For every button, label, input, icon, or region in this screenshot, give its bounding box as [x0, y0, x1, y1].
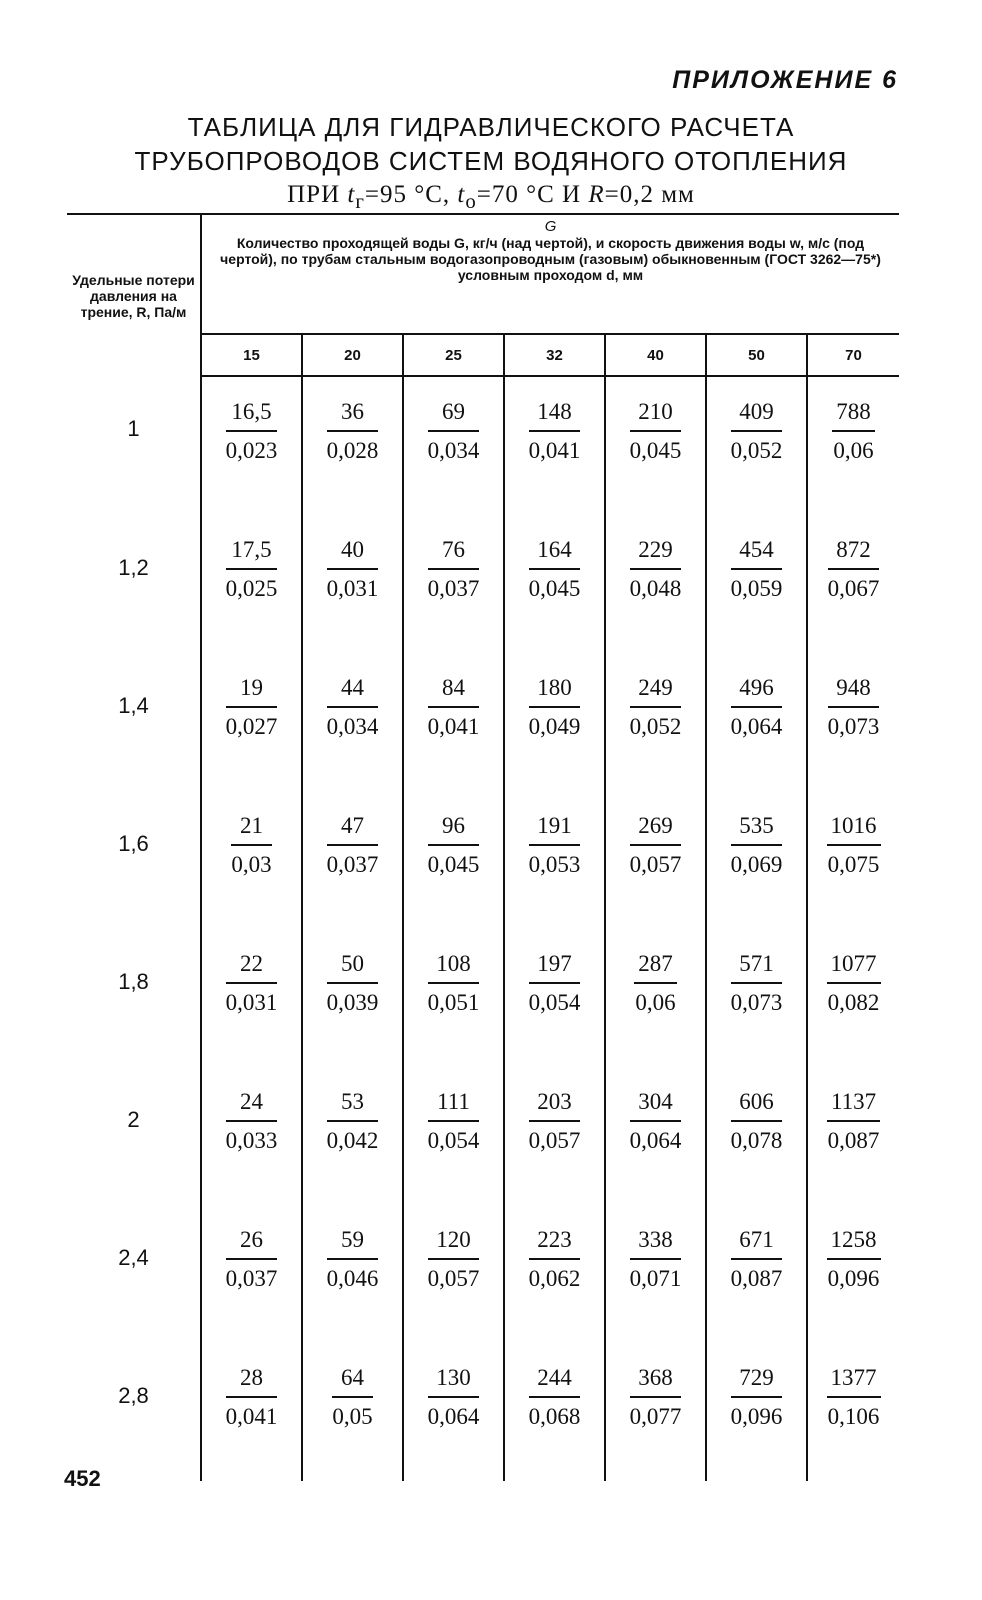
- group-header: [201, 214, 899, 334]
- water-velocity: 0,071: [629, 1266, 682, 1291]
- flow-fraction: [529, 535, 581, 604]
- hydraulic-table: [67, 213, 899, 1481]
- flow-rate: 197: [529, 949, 581, 984]
- water-velocity: 0,096: [730, 1404, 783, 1429]
- page-title: [0, 110, 982, 218]
- flow-rate: 164: [529, 535, 581, 570]
- flow-rate: 59: [327, 1225, 379, 1260]
- appendix-label: ПРИЛОЖЕНИЕ 6: [672, 66, 898, 94]
- flow-rate: 872: [828, 535, 880, 570]
- table-cell: [605, 376, 706, 515]
- flow-rate: 368: [630, 1363, 682, 1398]
- flow-rate: 17,5: [226, 535, 278, 570]
- table-cell: [706, 1205, 807, 1343]
- water-velocity: 0,068: [528, 1404, 581, 1429]
- table-cell: [201, 376, 302, 515]
- flow-rate: 223: [529, 1225, 581, 1260]
- t-supply-value: =95 °C,: [364, 181, 458, 208]
- flow-fraction: [630, 1363, 682, 1432]
- water-velocity: 0,082: [827, 990, 880, 1015]
- flow-fraction: [827, 1363, 881, 1432]
- table-cell: [807, 791, 899, 929]
- water-velocity: 0,064: [427, 1404, 480, 1429]
- table-cell: [605, 653, 706, 791]
- group-header-text: Количество проходящей воды G, кг/ч (над чертой), и скорость движения воды w, м/с (под чертой), по трубам стальным водогазопроводным (газовым) обыкновенным (ГОСТ 3262—75*) условным проходом d, мм: [220, 235, 881, 283]
- flow-rate: 24: [226, 1087, 278, 1122]
- flow-rate: 84: [428, 673, 480, 708]
- flow-rate: 729: [731, 1363, 783, 1398]
- table-cell: [504, 1067, 605, 1205]
- flow-fraction: [428, 1363, 480, 1432]
- flow-fraction: [731, 949, 783, 1018]
- t-supply-symbol: t: [347, 181, 356, 208]
- table-cell: [201, 1343, 302, 1481]
- flow-fraction: [827, 1087, 880, 1156]
- roughness-value: =0,2 мм: [604, 181, 695, 208]
- flow-fraction: [731, 811, 783, 880]
- water-velocity: 0,037: [326, 852, 379, 877]
- table-cell: [201, 929, 302, 1067]
- flow-rate: 50: [327, 949, 379, 984]
- page-number: 452: [64, 1466, 101, 1491]
- flow-rate: 76: [428, 535, 480, 570]
- flow-fraction: [327, 811, 379, 880]
- flow-rate: 111: [428, 1087, 480, 1122]
- flow-rate: 26: [226, 1225, 278, 1260]
- flow-rate: 203: [529, 1087, 581, 1122]
- table-cell: [605, 1067, 706, 1205]
- flow-fraction: [226, 397, 278, 466]
- t-return-value: =70 °C И: [476, 181, 589, 208]
- title-line-2: ТРУБОПРОВОДОВ СИСТЕМ ВОДЯНОГО ОТОПЛЕНИЯ: [134, 146, 848, 176]
- water-velocity: 0,057: [427, 1266, 480, 1291]
- flow-rate: 1077: [827, 949, 881, 984]
- table-cell: [201, 791, 302, 929]
- flow-fraction: [327, 397, 379, 466]
- water-velocity: 0,046: [326, 1266, 379, 1291]
- flow-fraction: [827, 811, 881, 880]
- table-cell: [302, 791, 403, 929]
- water-velocity: 0,03: [231, 852, 272, 877]
- flow-fraction: [630, 1087, 682, 1156]
- water-velocity: 0,064: [629, 1128, 682, 1153]
- flow-rate: 210: [630, 397, 682, 432]
- flow-rate: 36: [327, 397, 379, 432]
- flow-fraction: [226, 1225, 278, 1294]
- t-supply-sub: г: [355, 189, 365, 213]
- flow-fraction: [327, 949, 379, 1018]
- flow-fraction: [630, 673, 682, 742]
- flow-rate: 108: [428, 949, 480, 984]
- water-velocity: 0,06: [635, 990, 676, 1015]
- flow-fraction: [529, 1225, 581, 1294]
- flow-fraction: [332, 1363, 372, 1432]
- water-velocity: 0,059: [730, 576, 783, 601]
- diameter-header: 40: [605, 334, 706, 376]
- water-velocity: 0,027: [225, 714, 278, 739]
- water-velocity: 0,031: [225, 990, 278, 1015]
- water-velocity: 0,023: [225, 438, 278, 463]
- flow-fraction: [226, 535, 278, 604]
- flow-rate: 269: [630, 811, 682, 846]
- table-cell: [807, 376, 899, 515]
- table-cell: [706, 929, 807, 1067]
- water-velocity: 0,073: [827, 714, 880, 739]
- table-cell: [201, 1205, 302, 1343]
- water-velocity: 0,064: [730, 714, 783, 739]
- flow-fraction: [731, 1087, 783, 1156]
- pressure-loss-value: 1,2: [67, 515, 201, 653]
- water-velocity: 0,054: [528, 990, 581, 1015]
- flow-rate: 788: [832, 397, 875, 432]
- water-velocity: 0,045: [528, 576, 581, 601]
- water-velocity: 0,025: [225, 576, 278, 601]
- water-velocity: 0,057: [528, 1128, 581, 1153]
- pressure-loss-value: 2,4: [67, 1205, 201, 1343]
- table-cell: [403, 1067, 504, 1205]
- flow-rate: 229: [630, 535, 682, 570]
- water-velocity: 0,031: [326, 576, 379, 601]
- flow-rate: 338: [630, 1225, 682, 1260]
- flow-fraction: [731, 1225, 783, 1294]
- flow-rate: 47: [327, 811, 379, 846]
- title-prefix: ПРИ: [287, 181, 348, 208]
- table-cell: [403, 376, 504, 515]
- table-cell: [504, 1343, 605, 1481]
- table-row: [67, 929, 899, 1067]
- flow-fraction: [231, 811, 271, 880]
- table-row: [67, 1343, 899, 1481]
- water-velocity: 0,041: [225, 1404, 278, 1429]
- flow-rate: 40: [327, 535, 379, 570]
- table-cell: [302, 1343, 403, 1481]
- flow-fraction: [529, 811, 581, 880]
- flow-rate: 671: [731, 1225, 783, 1260]
- title-line-3: [0, 178, 982, 218]
- water-velocity: 0,048: [629, 576, 682, 601]
- water-velocity: 0,051: [427, 990, 480, 1015]
- table-cell: [201, 1067, 302, 1205]
- flow-rate: 19: [226, 673, 278, 708]
- roughness-symbol: R: [588, 181, 605, 208]
- pressure-loss-value: 1,8: [67, 929, 201, 1067]
- flow-rate: 409: [731, 397, 783, 432]
- flow-fraction: [630, 811, 682, 880]
- flow-fraction: [428, 811, 480, 880]
- diameter-header: 50: [706, 334, 807, 376]
- flow-fraction: [428, 1225, 480, 1294]
- table-row: [67, 791, 899, 929]
- flow-rate: 44: [327, 673, 379, 708]
- flow-rate: 1016: [827, 811, 881, 846]
- flow-rate: 22: [226, 949, 278, 984]
- water-velocity: 0,042: [326, 1128, 379, 1153]
- flow-rate: 304: [630, 1087, 682, 1122]
- water-velocity: 0,049: [528, 714, 581, 739]
- water-velocity: 0,052: [629, 714, 682, 739]
- table-cell: [201, 515, 302, 653]
- water-velocity: 0,078: [730, 1128, 783, 1153]
- water-velocity: 0,034: [326, 714, 379, 739]
- table-cell: [706, 653, 807, 791]
- flow-fraction: [529, 949, 581, 1018]
- flow-rate: 130: [428, 1363, 480, 1398]
- flow-fraction: [731, 397, 783, 466]
- pressure-loss-value: 1: [67, 376, 201, 515]
- flow-rate: 120: [428, 1225, 480, 1260]
- pressure-loss-value: 1,4: [67, 653, 201, 791]
- flow-fraction: [634, 949, 677, 1018]
- table-cell: [403, 515, 504, 653]
- water-velocity: 0,045: [427, 852, 480, 877]
- table-row: [67, 515, 899, 653]
- pressure-loss-value: 2,8: [67, 1343, 201, 1481]
- flow-fraction: [731, 535, 783, 604]
- flow-fraction: [428, 1087, 480, 1156]
- flow-rate: 180: [529, 673, 581, 708]
- flow-fraction: [428, 397, 480, 466]
- flow-rate: 148: [529, 397, 581, 432]
- water-velocity: 0,106: [827, 1404, 880, 1429]
- table-cell: [706, 376, 807, 515]
- table-row: [67, 1067, 899, 1205]
- flow-fraction: [327, 535, 379, 604]
- table-cell: [605, 929, 706, 1067]
- title-line-1: ТАБЛИЦА ДЛЯ ГИДРАВЛИЧЕСКОГО РАСЧЕТА: [187, 112, 795, 142]
- table-cell: [302, 1205, 403, 1343]
- table-cell: [403, 791, 504, 929]
- flow-fraction: [828, 535, 880, 604]
- row-header: Удельные потери давления на трение, R, Па/м: [67, 214, 201, 376]
- flow-fraction: [828, 673, 880, 742]
- flow-fraction: [327, 673, 379, 742]
- water-velocity: 0,067: [827, 576, 880, 601]
- table-cell: [504, 515, 605, 653]
- flow-rate: 606: [731, 1087, 783, 1122]
- water-velocity: 0,069: [730, 852, 783, 877]
- flow-fraction: [428, 535, 480, 604]
- flow-rate: 53: [327, 1087, 379, 1122]
- flow-rate: 1137: [827, 1087, 880, 1122]
- water-velocity: 0,037: [427, 576, 480, 601]
- flow-fraction: [827, 1225, 881, 1294]
- water-velocity: 0,075: [827, 852, 880, 877]
- flow-fraction: [827, 949, 881, 1018]
- table-cell: [706, 1343, 807, 1481]
- table-cell: [706, 791, 807, 929]
- flow-fraction: [630, 1225, 682, 1294]
- water-velocity: 0,037: [225, 1266, 278, 1291]
- flow-fraction: [731, 673, 783, 742]
- table-cell: [807, 653, 899, 791]
- table-cell: [403, 1205, 504, 1343]
- diameter-header: 15: [201, 334, 302, 376]
- table-cell: [706, 515, 807, 653]
- diameter-header: 25: [403, 334, 504, 376]
- table-cell: [403, 929, 504, 1067]
- table-row: [67, 1205, 899, 1343]
- water-velocity: 0,05: [332, 1404, 373, 1429]
- flow-rate: 244: [529, 1363, 581, 1398]
- water-velocity: 0,057: [629, 852, 682, 877]
- flow-fraction: [529, 397, 581, 466]
- table-cell: [302, 1067, 403, 1205]
- water-velocity: 0,073: [730, 990, 783, 1015]
- flow-fraction: [529, 1363, 581, 1432]
- table-cell: [504, 929, 605, 1067]
- pressure-loss-value: 2: [67, 1067, 201, 1205]
- flow-rate: 21: [231, 811, 271, 846]
- flow-fraction: [731, 1363, 783, 1432]
- flow-fraction: [226, 673, 278, 742]
- table-row: [67, 653, 899, 791]
- diameter-header: 20: [302, 334, 403, 376]
- flow-rate: 1258: [827, 1225, 881, 1260]
- water-velocity: 0,039: [326, 990, 379, 1015]
- table-cell: [605, 515, 706, 653]
- table-row: [67, 376, 899, 515]
- pressure-loss-value: 1,6: [67, 791, 201, 929]
- table-cell: [605, 1205, 706, 1343]
- water-velocity: 0,087: [827, 1128, 880, 1153]
- table-cell: [807, 1205, 899, 1343]
- water-velocity: 0,033: [225, 1128, 278, 1153]
- flow-rate: 454: [731, 535, 783, 570]
- table-cell: [504, 653, 605, 791]
- flow-rate: 1377: [827, 1363, 881, 1398]
- water-velocity: 0,077: [629, 1404, 682, 1429]
- water-velocity: 0,06: [833, 438, 874, 463]
- table-cell: [504, 1205, 605, 1343]
- flow-rate: 69: [428, 397, 480, 432]
- flow-rate: 948: [828, 673, 880, 708]
- water-velocity: 0,096: [827, 1266, 880, 1291]
- flow-fraction: [428, 949, 480, 1018]
- flow-fraction: [327, 1087, 379, 1156]
- flow-fraction: [226, 1087, 278, 1156]
- table-cell: [605, 1343, 706, 1481]
- flow-fraction: [428, 673, 480, 742]
- flow-fraction: [529, 673, 581, 742]
- table-cell: [807, 929, 899, 1067]
- flow-fraction: [226, 949, 278, 1018]
- flow-fraction: [630, 397, 682, 466]
- water-velocity: 0,054: [427, 1128, 480, 1153]
- flow-rate: 16,5: [226, 397, 278, 432]
- water-velocity: 0,062: [528, 1266, 581, 1291]
- flow-fraction: [327, 1225, 379, 1294]
- water-velocity: 0,034: [427, 438, 480, 463]
- t-return-sub: о: [465, 189, 477, 213]
- flow-fraction: [832, 397, 875, 466]
- table-cell: [302, 376, 403, 515]
- flow-rate: 287: [634, 949, 677, 984]
- table-cell: [706, 1067, 807, 1205]
- table-cell: [302, 653, 403, 791]
- water-velocity: 0,052: [730, 438, 783, 463]
- water-velocity: 0,041: [427, 714, 480, 739]
- table-cell: [201, 653, 302, 791]
- flow-rate: 571: [731, 949, 783, 984]
- flow-rate: 535: [731, 811, 783, 846]
- flow-fraction: [226, 1363, 278, 1432]
- group-symbol: G: [544, 218, 557, 235]
- water-velocity: 0,087: [730, 1266, 783, 1291]
- table-cell: [403, 653, 504, 791]
- water-velocity: 0,041: [528, 438, 581, 463]
- table-cell: [504, 376, 605, 515]
- table-cell: [807, 515, 899, 653]
- flow-fraction: [630, 535, 682, 604]
- table-cell: [605, 791, 706, 929]
- table-cell: [504, 791, 605, 929]
- table-cell: [403, 1343, 504, 1481]
- flow-rate: 28: [226, 1363, 278, 1398]
- flow-rate: 249: [630, 673, 682, 708]
- water-velocity: 0,045: [629, 438, 682, 463]
- table-cell: [807, 1343, 899, 1481]
- flow-rate: 64: [332, 1363, 372, 1398]
- diameter-header: 32: [504, 334, 605, 376]
- diameter-header: 70: [807, 334, 899, 376]
- t-return-symbol: t: [457, 181, 466, 208]
- flow-fraction: [529, 1087, 581, 1156]
- water-velocity: 0,053: [528, 852, 581, 877]
- water-velocity: 0,028: [326, 438, 379, 463]
- flow-rate: 496: [731, 673, 783, 708]
- table-cell: [302, 515, 403, 653]
- flow-rate: 191: [529, 811, 581, 846]
- table-cell: [807, 1067, 899, 1205]
- table-body: [67, 376, 899, 1481]
- table-cell: [302, 929, 403, 1067]
- flow-rate: 96: [428, 811, 480, 846]
